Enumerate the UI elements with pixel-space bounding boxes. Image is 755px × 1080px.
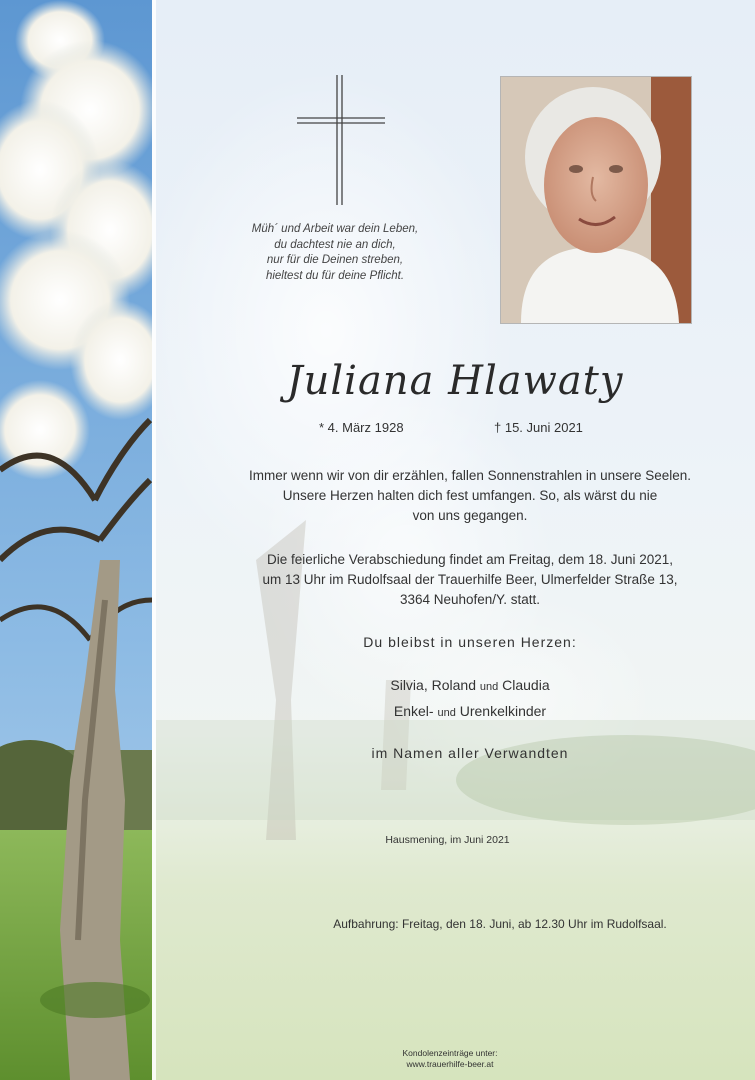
- tribute-line: Unsere Herzen halten dich fest umfangen. So, als wärst du nie: [282, 488, 658, 503]
- birth-date: * 4. März 1928: [319, 420, 404, 435]
- death-date: † 15. Juni 2021: [494, 420, 583, 435]
- mourner-names: Enkel-: [393, 703, 434, 719]
- deceased-name: Juliana Hlawaty: [286, 358, 624, 404]
- tribute-text: [190, 466, 750, 526]
- verse-line: du dachtest nie an dich,: [274, 238, 396, 251]
- tree-photo-strip: [0, 0, 152, 1080]
- tribute-line: Immer wenn wir von dir erzählen, fallen Sonnenstrahlen in unsere Seelen.: [249, 468, 691, 483]
- tribute-line: von uns gegangen.: [412, 508, 528, 523]
- conjunction: und: [479, 681, 499, 693]
- cross-icon: [297, 75, 385, 205]
- verse-line: hieltest du für deine Pflicht.: [265, 269, 405, 282]
- mourners-line-1: [190, 677, 750, 693]
- verse-line: nur für die Deinen streben,: [266, 254, 404, 266]
- condolence-label: Kondolenzeinträge unter:: [402, 1048, 498, 1058]
- remembrance-line: Du bleibst in unseren Herzen:: [363, 634, 577, 650]
- ceremony-line: Die feierliche Verabschiedung findet am Freitag, dem 18. Juni 2021,: [267, 552, 673, 567]
- ceremony-line: um 13 Uhr im Rudolfsaal der Trauerhilfe Beer, Ulmerfelder Straße 13,: [262, 572, 678, 587]
- portrait-photo: [500, 76, 692, 324]
- mourner-names: Urenkelkinder: [459, 703, 547, 719]
- ceremony-text: [190, 550, 750, 610]
- strip-divider: [152, 0, 156, 1080]
- condolence-url[interactable]: www.trauerhilfe-beer.at: [406, 1059, 494, 1069]
- place-date: Hausmening, im Juni 2021: [385, 834, 510, 846]
- verse-line: Müh´ und Arbeit war dein Leben,: [251, 223, 419, 235]
- mourners-line-2: [190, 703, 750, 719]
- conjunction: und: [437, 707, 456, 719]
- ceremony-line: 3364 Neuhofen/Y. statt.: [399, 592, 541, 607]
- relatives-line: im Namen aller Verwandten: [371, 745, 569, 761]
- condolence-info: [190, 1048, 710, 1070]
- mourner-names: Silvia, Roland: [390, 677, 476, 693]
- memorial-verse: [200, 222, 470, 284]
- mourner-names: Claudia: [502, 677, 550, 693]
- viewing-info: Aufbahrung: Freitag, den 18. Juni, ab 12.30 Uhr im Rudolfsaal.: [333, 917, 667, 931]
